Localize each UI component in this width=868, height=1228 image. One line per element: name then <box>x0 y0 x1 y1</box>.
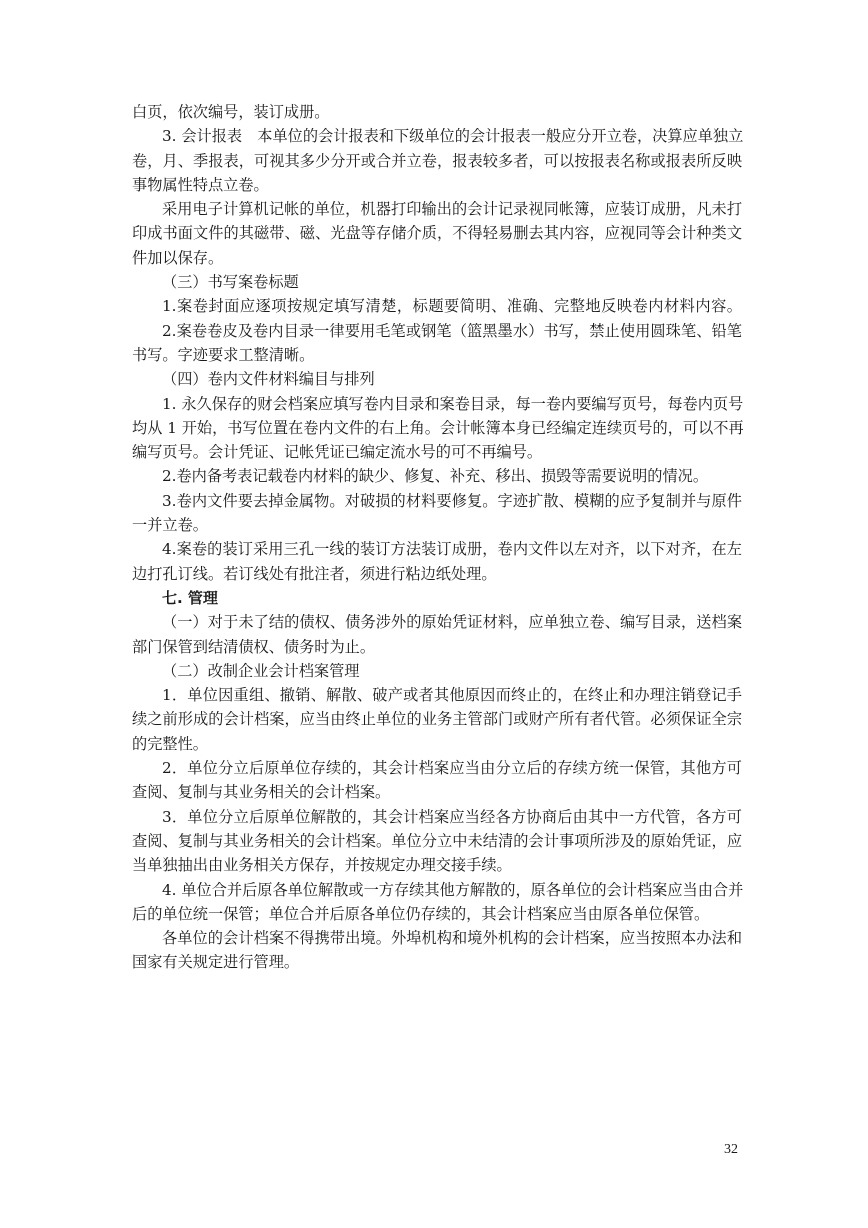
text-line: 1.案卷封面应逐项按规定填写清楚，标题要简明、准确、完整地反映卷内材料内容。 <box>162 297 742 316</box>
text-line: 2．单位分立后原单位存续的，其会计档案应当由分立后的存续方统一保管，其他方可 <box>162 759 742 778</box>
text-line: 白页，依次编号，装订成册。 <box>132 103 330 121</box>
text-line: 2.案卷卷皮及卷内目录一律要用毛笔或钢笔（篮黑墨水）书写，禁止使用圆珠笔、铅笔 <box>162 321 742 340</box>
text-line: 的完整性。 <box>132 734 208 753</box>
text-line: 后的单位统一保管；单位合并后原各单位仍存续的，其会计档案应当由原各单位保管。 <box>132 904 710 923</box>
text-line: 件加以保存。 <box>132 248 224 267</box>
text-line: 续之前形成的会计档案，应当由终止单位的业务主管部门或财产所有者代管。必须保证全宗 <box>132 710 742 729</box>
page-number: 32 <box>724 1142 738 1157</box>
text-line: （一）对于未了结的债权、债务涉外的原始凭证材料，应单独立卷、编写目录，送档案 <box>162 613 742 632</box>
section-heading: （二）改制企业会计档案管理 <box>162 661 360 680</box>
text-line: 3.卷内文件要去掉金属物。对破损的材料要修复。字迹扩散、模糊的应予复制并与原件 <box>162 491 742 510</box>
text-line: 查阅、复制与其业务相关的会计档案。 <box>132 783 391 802</box>
text-line: 编写页号。会计凭证、记帐凭证已编定流水号的可不再编号。 <box>132 443 543 462</box>
text-line: 事物属性特点立卷。 <box>132 175 269 194</box>
text-line: 1. 永久保存的财会档案应填写卷内目录和案卷目录，每一卷内要编写页号，每卷内页号 <box>162 394 744 413</box>
section-heading: （三）书写案卷标题 <box>162 273 299 292</box>
text-line: 国家有关规定进行管理。 <box>132 953 300 972</box>
text-line: 印成书面文件的其磁带、磁、光盘等存储介质，不得轻易删去其内容，应视同等会计种类文 <box>132 224 742 243</box>
text-line: 3．单位分立后原单位解散的，其会计档案应当经各方协商后由其中一方代管，各方可 <box>162 807 742 826</box>
text-line: 2.卷内备考表记载卷内材料的缺少、修复、补充、移出、损毁等需要说明的情况。 <box>162 467 709 486</box>
text-line: 4. 单位合并后原各单位解散或一方存续其他方解散的，原各单位的会计档案应当由合并 <box>162 880 744 899</box>
text-line: 4.案卷的装订采用三孔一线的装订方法装订成册，卷内文件以左对齐，以下对齐，在左 <box>162 540 742 559</box>
text-line: 一并立卷。 <box>132 516 208 535</box>
text-line: 采用电子计算机记帐的单位，机器打印输出的会计记录视同帐簿，应装订成册，凡未打 <box>162 200 742 219</box>
text-line: 3. 会计报表 本单位的会计报表和下级单位的会计报表一般应分开立卷，决算应单独立 <box>162 127 744 146</box>
text-line: 部门保管到结清债权、债务时为止。 <box>132 637 375 656</box>
text-line: 书写。字迹要求工整清晰。 <box>132 345 315 364</box>
text-line: 各单位的会计档案不得携带出境。外埠机构和境外机构的会计档案，应当按照本办法和 <box>162 929 742 948</box>
text-line: 1．单位因重组、撤销、解散、破产或者其他原因而终止的，在终止和办理注销登记手 <box>162 686 742 705</box>
text-line: 卷，月、季报表，可视其多少分开或合并立卷，报表较多者，可以按报表名称或报表所反映 <box>132 151 742 170</box>
text-line: 边打孔订线。若订线处有批注者，须进行粘边纸处理。 <box>132 564 497 583</box>
text-line: 查阅、复制与其业务相关的会计档案。单位分立中未结清的会计事项所涉及的原始凭证，应 <box>132 831 742 850</box>
chapter-heading: 七. 管理 <box>162 588 218 607</box>
text-line: 当单独抽出由业务相关方保存，并按规定办理交接手续。 <box>132 856 512 875</box>
section-heading: （四）卷内文件材料编目与排列 <box>162 370 375 389</box>
text-line: 均从 1 开始，书写位置在卷内文件的右上角。会计帐簿本身已经编定连续页号的，可以不再 <box>132 418 744 437</box>
